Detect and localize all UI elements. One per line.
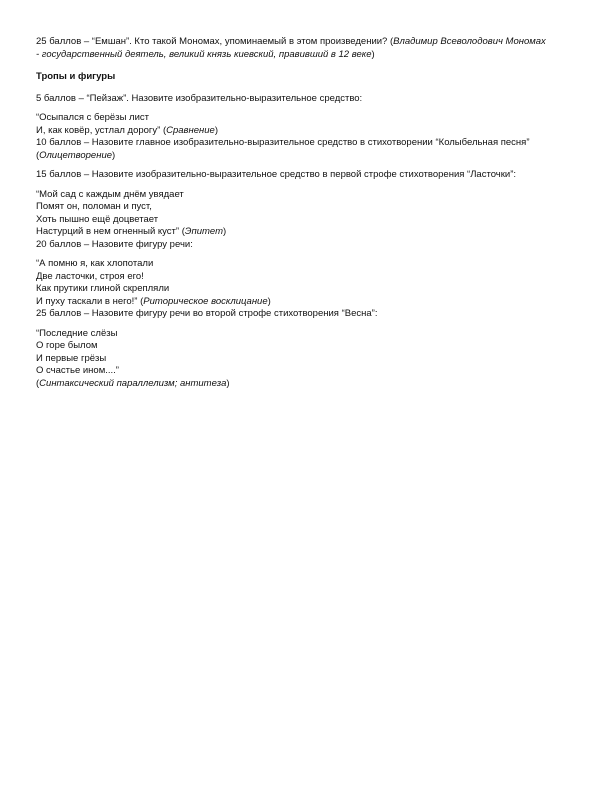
poem-line: “А помню я, как хлопотали xyxy=(36,258,154,269)
question-landscape xyxy=(36,93,584,106)
poem-line: Помят он, поломан и пуст, xyxy=(36,201,152,212)
answer-text: Риторическое восклицание xyxy=(143,295,268,307)
poem-line: Настурций в нем огненный куст” ( xyxy=(36,226,185,237)
poem-swallows-nest: “А помню я, как хлопотали Две ласточки, строя его! Как прутики глиной скрепляли И пуху таскали в него!” (Риторическое восклицание) 25 баллов – Назовите фигуру речи во второй строфе стихотворения “Весна”: xyxy=(36,258,584,321)
document-page xyxy=(36,36,584,397)
poem-birch: “Осыпался с берёзы лист И, как ковёр, устлал дорогу” (Сравнение) 10 баллов – Назовите главное изобразительно-выразительное средство в стихотворении “Колыбельная песня” (Олицетворение) xyxy=(36,112,584,162)
question-lullaby: 10 баллов – Назовите главное изобразительно-выразительное средство в стихотворении “Колыбельная песня” xyxy=(36,137,530,148)
poem-line: Две ласточки, строя его! xyxy=(36,270,144,282)
question-spring: 25 баллов – Назовите фигуру речи во второй строфе стихотворения “Весна”: xyxy=(36,308,378,319)
answer-text: Сравнение xyxy=(166,124,215,136)
poem-line: Как прутики глиной скрепляли xyxy=(36,283,170,294)
answer-text: Олицетворение xyxy=(39,149,113,161)
answer-text: Владимир Всеволодович Мономах xyxy=(393,36,546,47)
poem-last-tears: “Последние слёзы О горе былом И первые грёзы О счастье ином....” (Синтаксический параллелизм; антитеза) xyxy=(36,328,584,391)
section-heading: Тропы и фигуры xyxy=(36,71,116,82)
poem-line: И, как ковёр, устлал дорогу” ( xyxy=(36,124,167,136)
poem-line: И пуху таскали в него!” ( xyxy=(36,295,144,307)
question-text: 5 баллов – “Пейзаж”. Назовите изобразительно-выразительное средство: xyxy=(36,92,363,104)
poem-line: О горе былом xyxy=(36,340,98,351)
answer-text-continued: - государственный деятель, великий князь киевский, правивший в 12 веке xyxy=(36,48,372,60)
answer-text: Эпитет xyxy=(184,226,223,237)
poem-line: “Мой сад с каждым днём увядает xyxy=(36,188,184,200)
question-monomakh: 25 баллов – “Емшан”. Кто такой Мономах, упоминаемый в этом произведении? (Владимир Всеволодович Мономах - государственный деятель, великий князь киевский, правивший в 12 веке) xyxy=(36,36,546,60)
question-swallows xyxy=(36,169,584,182)
poem-garden: “Мой сад с каждым днём увядает Помят он, поломан и пуст, Хоть пышно ещё доцветает Настурций в нем огненный куст” (Эпитет) 20 баллов – Назовите фигуру речи: xyxy=(36,189,584,252)
question-text: 15 баллов – Назовите изобразительно-выразительное средство в первой строфе стихотворения “Ласточки”: xyxy=(36,169,517,180)
poem-line: О счастье ином....” xyxy=(36,365,119,376)
question-text: 25 баллов – “Емшан”. Кто такой Мономах, упоминаемый в этом произведении? ( xyxy=(36,36,394,47)
poem-line: Хоть пышно ещё доцветает xyxy=(36,213,159,225)
poem-line: “Последние слёзы xyxy=(36,327,118,339)
poem-line: “Осыпался с берёзы лист xyxy=(36,112,149,123)
question-figure-of-speech: 20 баллов – Назовите фигуру речи: xyxy=(36,238,193,250)
poem-line: И первые грёзы xyxy=(36,352,107,364)
answer-text: Синтаксический параллелизм; антитеза xyxy=(39,377,227,389)
